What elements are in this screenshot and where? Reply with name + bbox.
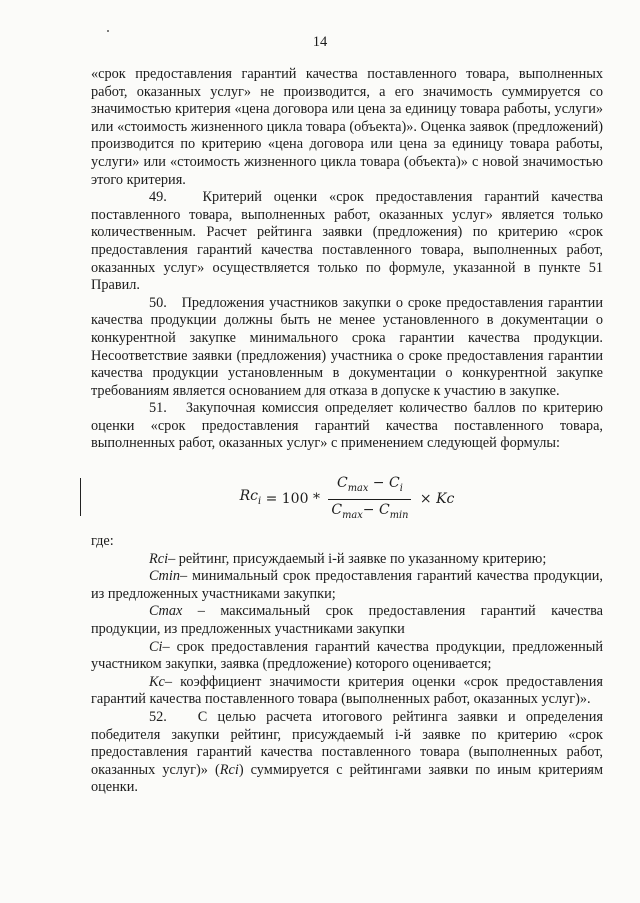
definition-rc: Rci– рейтинг, присуждаемый i-й заявке по указанному критерию; xyxy=(149,550,547,567)
paragraph-50: 50. Предложения участников закупки о сроке предоставления гарантии качества продукции должны быть не менее установленного в документации о конкурентной закупке минимального срока гарантии качества продукции. Несоответствие заявки (предложения) участника о сроке предоставления гарантии качества продукции установленным в документации о конкурентной закупке требованиям является основанием для отказа в допуске к участию в закупке. xyxy=(91,294,603,399)
definition-cmin: Cmin– минимальный срок предоставления гарантий качества продукции, из предложенных участниками закупки; xyxy=(91,568,603,602)
paragraph-continuation: «срок предоставления гарантий качества поставленного товара, выполненных работ, оказанных услуг» не производится, а его значимость суммируется со значимостью критерия «цена договора или цена за единицу товара работы, услуги» или «стоимость жизненного цикла товара (объекта)». Оценка заявок (предложений) производится по критерию «цена договора или цена за единицу товара работы, услуги» или «стоимость жизненного цикла товара (объекта)» с новой значимостью этого критерия. xyxy=(91,66,603,188)
formula-denominator: $C_{max}- C_{min}$ xyxy=(331,501,409,521)
rating-formula xyxy=(91,465,603,529)
document-body xyxy=(91,66,603,797)
definition-cmax: Cmax – максимальный срок предоставления гарантий качества продукции, из предложенных участниками закупки xyxy=(91,603,603,638)
paragraph-51: 51. Закупочная комиссия определяет количество баллов по критерию оценки «срок предоставления гарантий качества поставленного товара, выполненных работ, оказанных услуг» с применением следующей формулы: xyxy=(91,400,603,452)
formula-fraction xyxy=(328,475,411,524)
paragraph-49: 49. Критерий оценки «срок предоставления гарантий качества поставленного товара, выполненных работ, оказанных услуг» является только количественным. Расчет рейтинга заявки (предложения) по критерию «срок предоставления гарантий качества поставленного товара, выполненных работ, оказанных услуг» осуществляется только по формуле, указанной в пункте 51 Правил. xyxy=(91,189,603,294)
formula-times: × xyxy=(415,490,437,507)
definition-ci: Ci– срок предоставления гарантий качества продукции, предложенный участником закупки, заявка (предложение) которого оценивается; xyxy=(91,638,603,673)
formula-rhs: Kc xyxy=(436,490,455,507)
where-label: где: xyxy=(91,533,114,550)
fraction-bar xyxy=(328,499,411,500)
margin-mark xyxy=(80,478,81,516)
page-number: 14 xyxy=(312,34,328,50)
paragraph-52: 52. С целью расчета итогового рейтинга заявки и определения победителя закупки рейтинг, присуждаемый i-й заявке по критерию «срок предоставления гарантий качества поставленного товара (выполненных работ, оказанных услуг)» (Rci) суммируется с рейтингами заявки по иным критериям оценки. xyxy=(91,709,603,796)
scan-speck xyxy=(107,30,109,32)
formula-lhs: $Rc_i$ xyxy=(239,488,262,507)
formula-eq: = 100 * xyxy=(261,490,325,507)
definition-kc: Kc– коэффициент значимости критерия оценки «срок предоставления гарантий качества поставленного товара (выполненных работ, оказанных услуг)». xyxy=(91,673,603,708)
formula-numerator: $C_{max} - C_i$ xyxy=(336,475,403,494)
